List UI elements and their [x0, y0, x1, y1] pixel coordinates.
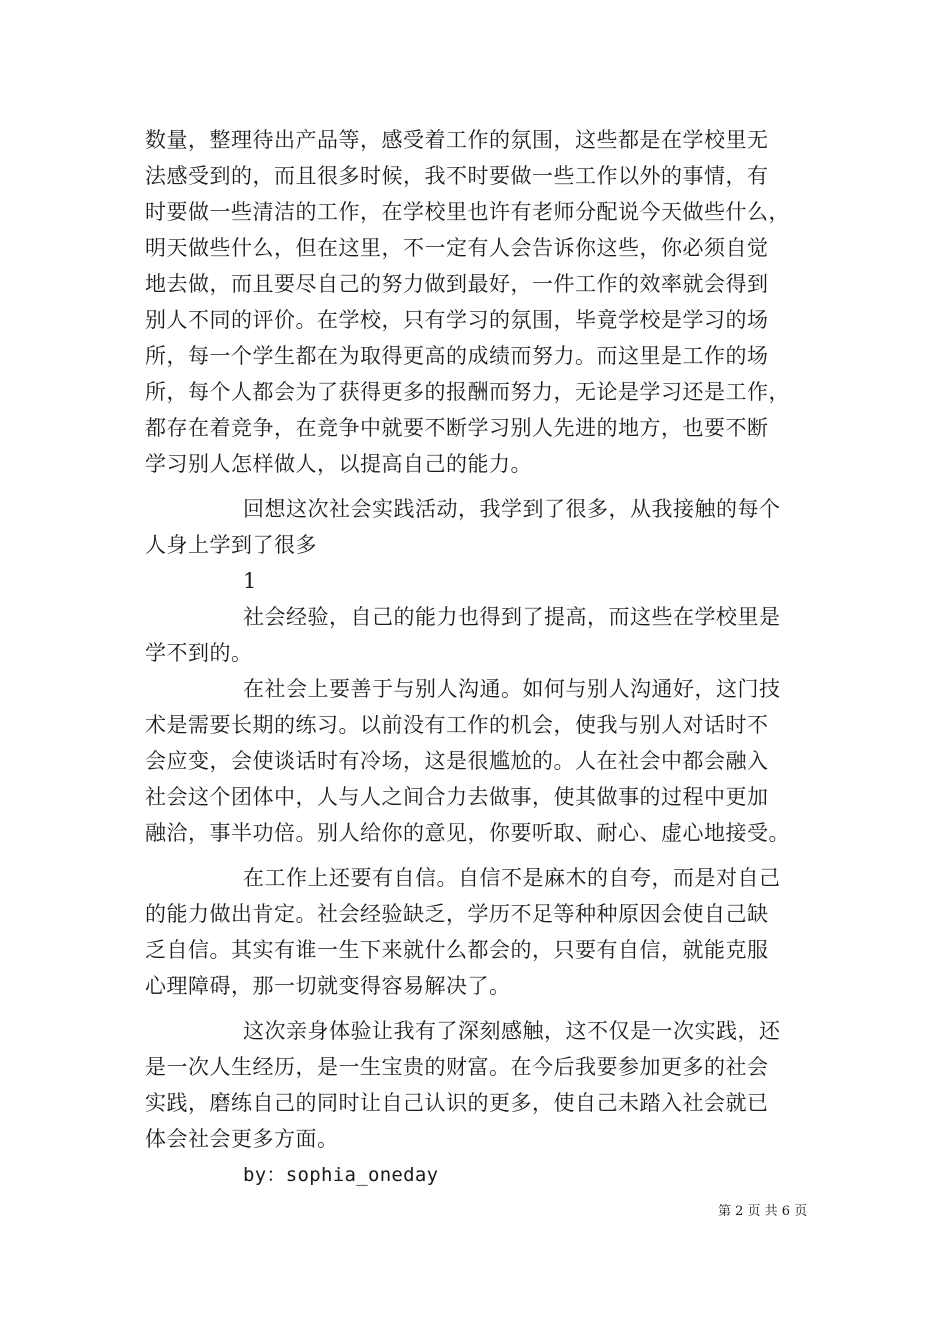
paragraph-start-line: 社会经验，自己的能力也得到了提高，而这些在学校里是 [243, 605, 781, 629]
body-text-line: 融洽，事半功倍。别人给你的意见，你要听取、耐心、虚心地接受。 [145, 821, 790, 845]
body-text-line: 都存在着竞争，在竞争中就要不断学习别人先进的地方，也要不断 [145, 416, 769, 440]
body-text-line: 时要做一些清洁的工作，在学校里也许有老师分配说今天做些什么， [145, 200, 790, 224]
body-text-line: 术是需要长期的练习。以前没有工作的机会，使我与别人对话时不 [145, 713, 769, 737]
paragraph-start-line: 在社会上要善于与别人沟通。如何与别人沟通好，这门技 [243, 677, 781, 701]
body-text-line: 心理障碍，那一切就变得容易解决了。 [145, 974, 511, 998]
body-text-line: 所，每个人都会为了获得更多的报酬而努力，无论是学习还是工作， [145, 380, 790, 404]
body-text-line: 乏自信。其实有谁一生下来就什么都会的，只要有自信，就能克服 [145, 938, 769, 962]
body-text-line: 学不到的。 [145, 641, 253, 665]
paragraph-start-line: 在工作上还要有自信。自信不是麻木的自夸，而是对自己 [243, 866, 781, 890]
body-text-line: 社会这个团体中，人与人之间合力去做事，使其做事的过程中更加 [145, 785, 769, 809]
paragraph-start-line: 回想这次社会实践活动，我学到了很多，从我接触的每个 [243, 497, 781, 521]
page-number-inline: 1 [243, 569, 257, 593]
body-text-line: 的能力做出肯定。社会经验缺乏，学历不足等种种原因会使自己缺 [145, 902, 769, 926]
body-text-line: 体会社会更多方面。 [145, 1127, 339, 1151]
body-text-line: 人身上学到了很多 [145, 533, 317, 557]
author-signature: by：sophia_oneday [243, 1164, 439, 1186]
paragraph-start-line: 这次亲身体验让我有了深刻感触，这不仅是一次实践，还 [243, 1019, 781, 1043]
body-text-line: 会应变，会使谈话时有冷场，这是很尴尬的。人在社会中都会融入 [145, 749, 769, 773]
body-text-line: 数量，整理待出产品等，感受着工作的氛围，这些都是在学校里无 [145, 128, 769, 152]
body-text-line: 实践，磨练自己的同时让自己认识的更多，使自己未踏入社会就已 [145, 1091, 769, 1115]
body-text-line: 别人不同的评价。在学校，只有学习的氛围，毕竟学校是学习的场 [145, 308, 769, 332]
body-text-line: 所，每一个学生都在为取得更高的成绩而努力。而这里是工作的场 [145, 344, 769, 368]
body-text-line: 法感受到的，而且很多时候，我不时要做一些工作以外的事情，有 [145, 164, 769, 188]
body-text-line: 明天做些什么，但在这里，不一定有人会告诉你这些，你必须自觉 [145, 236, 769, 260]
page-footer: 第 2 页 共 6 页 [718, 1204, 808, 1219]
body-text-line: 地去做，而且要尽自己的努力做到最好，一件工作的效率就会得到 [145, 272, 769, 296]
body-text-line: 学习别人怎样做人，以提高自己的能力。 [145, 452, 532, 476]
body-text-line: 是一次人生经历，是一生宝贵的财富。在今后我要参加更多的社会 [145, 1055, 769, 1079]
